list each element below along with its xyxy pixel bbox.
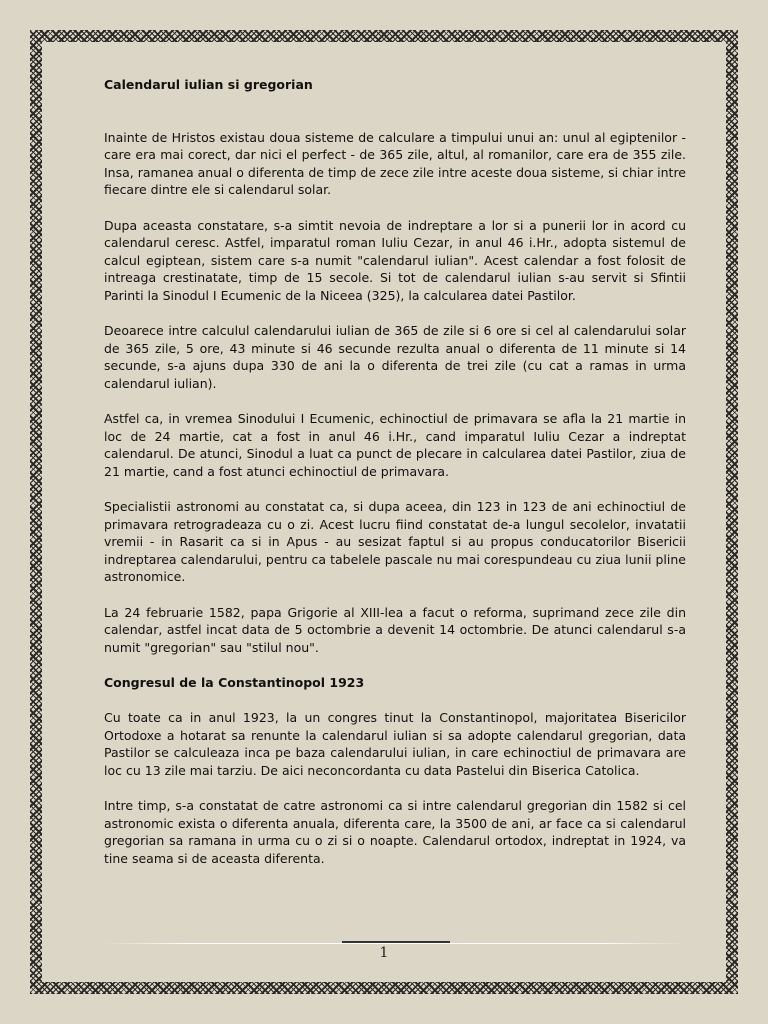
paragraph: Cu toate ca in anul 1923, la un congres tinut la Constantinopol, majoritatea Bisericilor Ortodoxe a hotarat sa renunte la calendarul iulian si sa adopte calendarul gregorian, data Pastilor se calculeaza inca pe baza calendarului iulian, in care echinoctiul de primavara are loc cu 13 zile mai tarziu. De aici neconcordanta cu data Pastelui din Biserica Catolica. <box>104 710 686 778</box>
footer-divider <box>104 943 686 944</box>
footer-ornament <box>342 933 450 943</box>
document-title: Calendarul iulian si gregorian <box>104 77 313 92</box>
paragraph: La 24 februarie 1582, papa Grigorie al XIII-lea a facut o reforma, suprimand zece zile din calendar, astfel incat data de 5 octombrie a devenit 14 octombrie. De atunci calendarul s-a numit "gregorian" sau "stilul nou". <box>104 604 686 655</box>
paragraph: Intre timp, s-a constatat de catre astronomi ca si intre calendarul gregorian din 1582 si cel astronomic exista o diferenta anuala, diferenta care, la 3500 de ani, ar face ca si calendarul gregorian sa ramana in urma cu o zi si o noapte. Calendarul ortodox, indreptat in 1924, va tine seama si de aceasta diferenta. <box>104 798 686 866</box>
paragraph: Deoarece intre calculul calendarului iulian de 365 de zile si 6 ore si cel al calendarului solar de 365 zile, 5 ore, 43 minute si 46 secunde rezulta anual o diferenta de 11 minute si 14 secunde, s-a ajuns dupa 330 de ani la o diferenta de trei zile (cu cat a ramas in urma calendarul iulian). <box>104 323 686 391</box>
page-number: 1 <box>379 945 389 961</box>
paragraph: Inainte de Hristos existau doua sisteme de calculare a timpului unui an: unul al egiptenilor - care era mai corect, dar nici el perfect - de 365 zile, altul, al romanilor, care era de 355 zile. Insa, ramanea anual o diferenta de timp de zece zile intre aceste doua sisteme, si chiar intre fiecare dintre ele si calendarul solar. <box>104 129 686 198</box>
paragraph: Specialistii astronomi au constatat ca, si dupa aceea, din 123 in 123 de ani echinoctiul de primavara retrogradeaza cu o zi. Acest lucru fiind constatat de-a lungul secolelor, invatatii vremii - in Rasarit ca si in Apus - au sesizat faptul si au propus conducatorilor Bisericii indreptarea calendarului, pentru ca tabelele pascale nu mai corespundeau cu ziua lunii pline astronomice. <box>104 499 686 585</box>
paragraph: Dupa aceasta constatare, s-a simtit nevoia de indreptare a lor si a punerii lor in acord cu calendarul ceresc. Astfel, imparatul roman Iuliu Cezar, in anul 46 i.Hr., adopta sistemul de calcul egiptean, sistem care s-a numit "calendarul iulian". Acest calendar a fost folosit de intreaga crestinatate, timp de 15 secole. Si tot de calendarul iulian s-au servit si Sfintii Parinti la Sinodul I Ecumenic de la Niceea (325), la calcularea datei Pastilor. <box>104 217 686 303</box>
section-heading: Congresul de la Constantinopol 1923 <box>104 675 365 690</box>
paragraph: Astfel ca, in vremea Sinodului I Ecumenic, echinoctiul de primavara se afla la 21 martie in loc de 24 martie, cat a fost in anul 46 i.Hr., cand imparatul Iuliu Cezar a indreptat calendarul. De atunci, Sinodul a luat ca punct de plecare in calcularea datei Pastilor, ziua de 21 martie, cand a fost atunci echinoctiul de primavara. <box>104 411 686 479</box>
document-body <box>104 76 686 885</box>
